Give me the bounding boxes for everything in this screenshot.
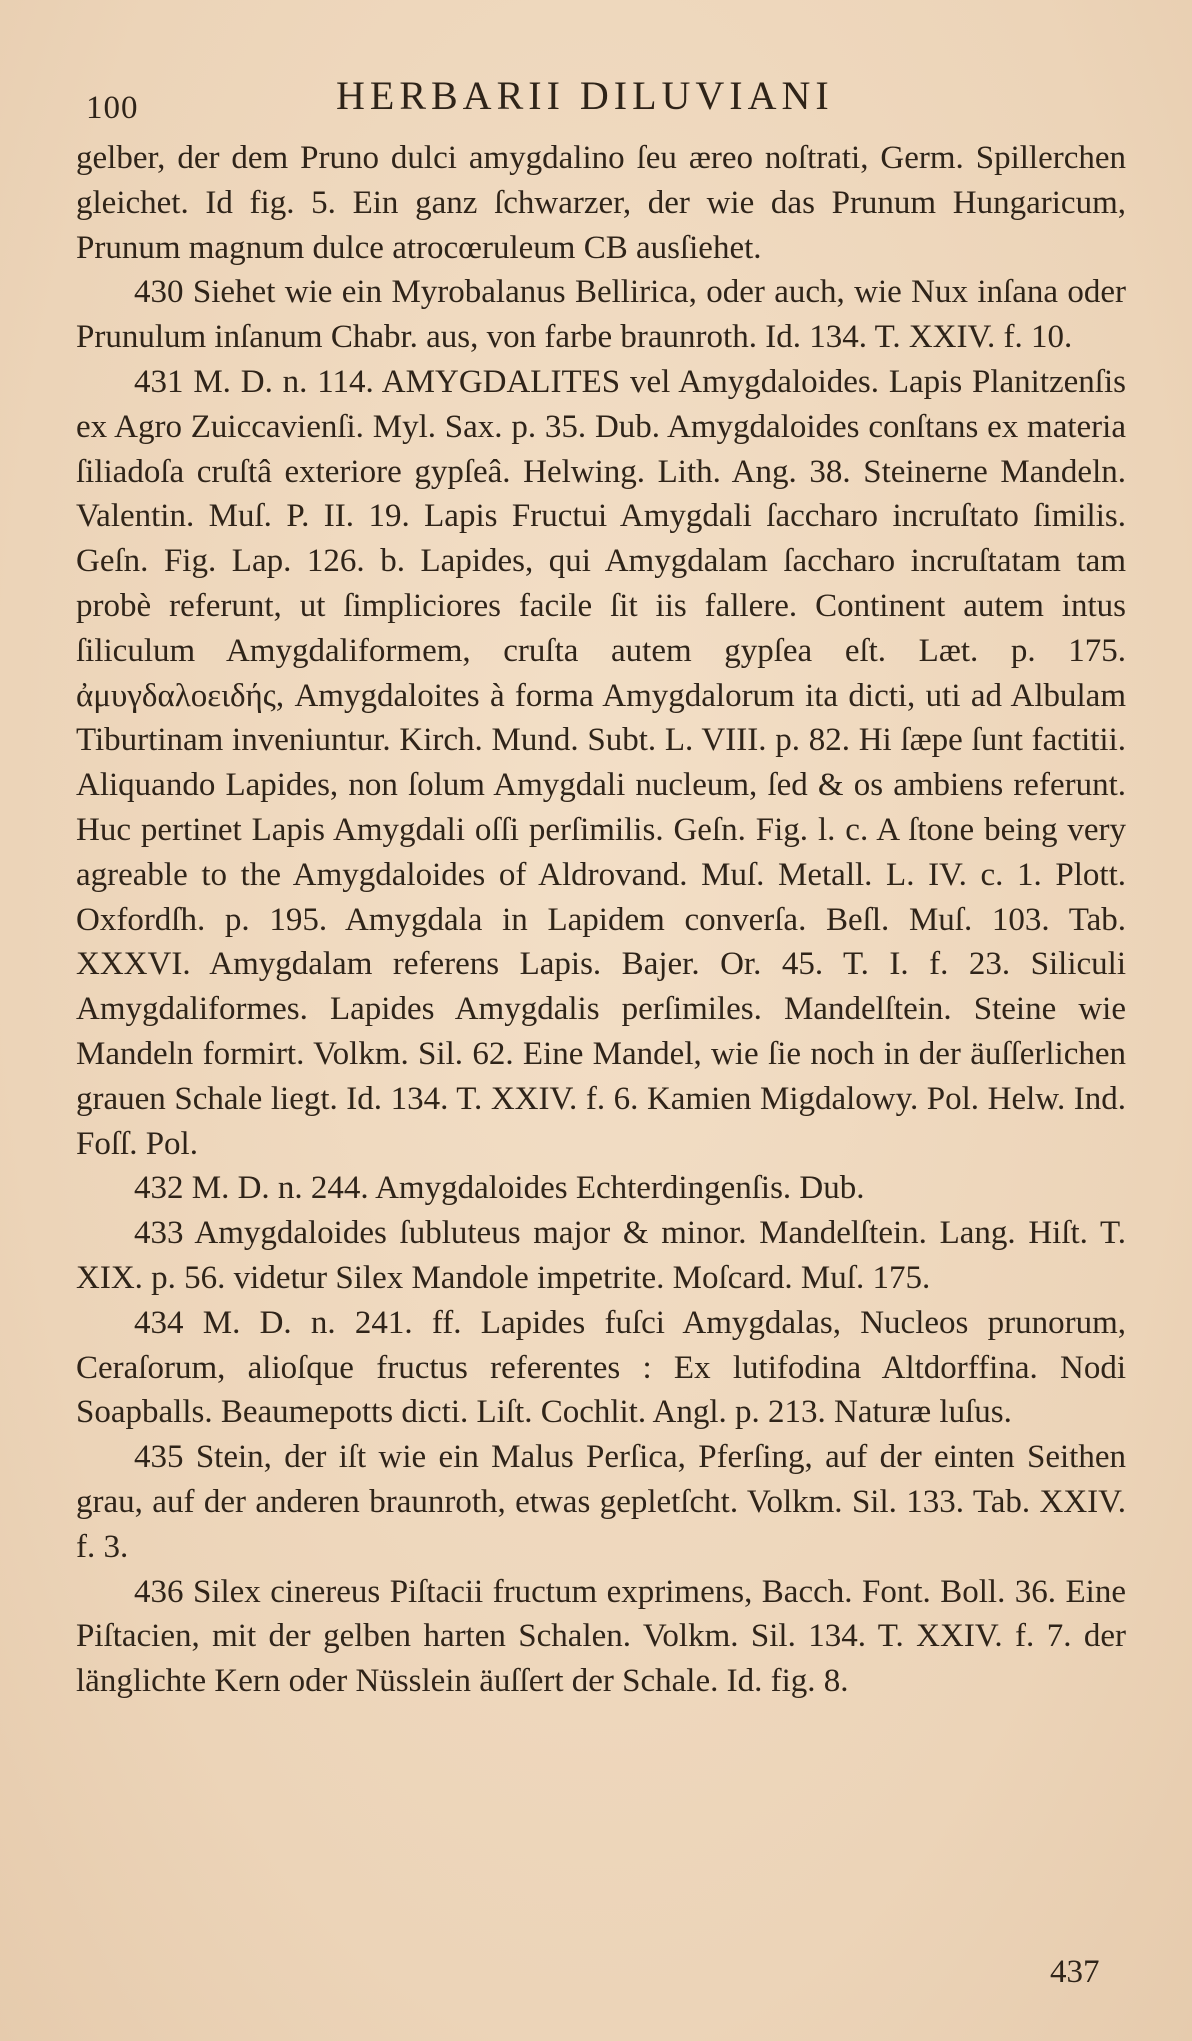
entry-432: 432 M. D. n. 244. Amygdaloides Echterdingenſis. Dub. — [134, 1170, 865, 1207]
page-number: 100 — [86, 90, 139, 126]
running-title: HERBARII DILUVIANI — [336, 73, 834, 118]
entry-433: 433 Amygdaloides ſubluteus major & minor. Mandelſtein. Lang. Hiſt. T. XIX. p. 56. videtur Silex Mandole impetrite. Moſcard. Muſ. 175. — [76, 1215, 1126, 1296]
page-header — [86, 70, 1146, 130]
entry-434: 434 M. D. n. 241. ff. Lapides fuſci Amygdalas, Nucleos prunorum, Ceraſorum, alioſque fructus referentes : Ex lutifodina Altdorffina. Nodi Soapballs. Beaumepotts dicti. Liſt. Cochlit. Angl. p. 213. Naturæ luſus. — [76, 1304, 1126, 1431]
text-body — [76, 136, 1126, 1704]
entry-436: 436 Silex cinereus Piſtacii fructum exprimens, Bacch. Font. Boll. 36. Eine Piſtacien, mit der gelben harten Schalen. Volkm. Sil. 134. T. XXIV. f. 7. der länglichte Kern oder Nüsslein äuſſert der Schale. Id. fig. 8. — [76, 1573, 1126, 1700]
entry-435: 435 Stein, der iſt wie ein Malus Perſica, Pferſing, auf der einten Seithen grau, auf der anderen braunroth, etwas gepletſcht. Volkm. Sil. 133. Tab. XXIV. f. 3. — [76, 1439, 1126, 1565]
entry-431: 431 M. D. n. 114. AMYGDALITES vel Amygdaloides. Lapis Planitzenſis ex Agro Zuiccavienſi. Myl. Sax. p. 35. Dub. Amygdaloides conſtans ex materia ſiliadoſa cruſtâ exteriore gypſeâ. Helwing. Lith. Ang. 38. Steinerne Mandeln. Valentin. Muſ. P. II. 19. Lapis Fructui Amygdali ſaccharo incruſtato ſimilis. Geſn. Fig. Lap. 126. b. Lapides, qui Amygdalam ſaccharo incruſtatam tam probè referunt, ut ſimpliciores facile ſit iis fallere. Continent autem intus ſiliculum Amygdaliformem, cruſta autem gypſea eſt. Læt. p. 175. ἀμυγδαλοειδής, Amygdaloites à forma Amygdalorum ita dicti, uti ad Albulam Tiburtinam inveniuntur. Kirch. Mund. Subt. L. VIII. p. 82. Hi ſæpe ſunt factitii. Aliquando Lapides, non ſolum Amygdali nucleum, ſed & os ambiens referunt. Huc pertinet Lapis Amygdali oſſi perſimilis. Geſn. Fig. l. c. A ſtone being very agreable to the Amygdaloides of Aldrovand. Muſ. Metall. L. IV. c. 1. Plott. Oxfordſh. p. 195. Amygdala in Lapidem converſa. Beſl. Muſ. 103. Tab. XXXVI. Amygdalam referens Lapis. Bajer. Or. 45. T. I. f. 23. Siliculi Amygdaliformes. Lapides Amygdalis perſimiles. Mandelſtein. Steine wie Mandeln formirt. Volkm. Sil. 62. Eine Mandel, wie ſie noch in der äuſſerlichen grauen Schale liegt. Id. 134. T. XXIV. f. 6. Kamien Migdalowy. Pol. Helw. Ind. Foſſ. Pol. — [76, 363, 1126, 1162]
catchword: 437 — [1050, 1954, 1100, 1990]
entry-430: 430 Siehet wie ein Myrobalanus Bellirica, oder auch, wie Nux inſana oder Prunulum inſanum Chabr. aus, von farbe braunroth. Id. 134. T. XXIV. f. 10. — [76, 274, 1126, 356]
paragraph-continuation: gelber, der dem Pruno dulci amygdalino ſeu æreo noſtrati, Germ. Spillerchen gleichet. Id fig. 5. Ein ganz ſchwarzer, der wie das Prunum Hungaricum, Prunum magnum dulce atrocœruleum CB ausſiehet. — [76, 140, 1126, 266]
